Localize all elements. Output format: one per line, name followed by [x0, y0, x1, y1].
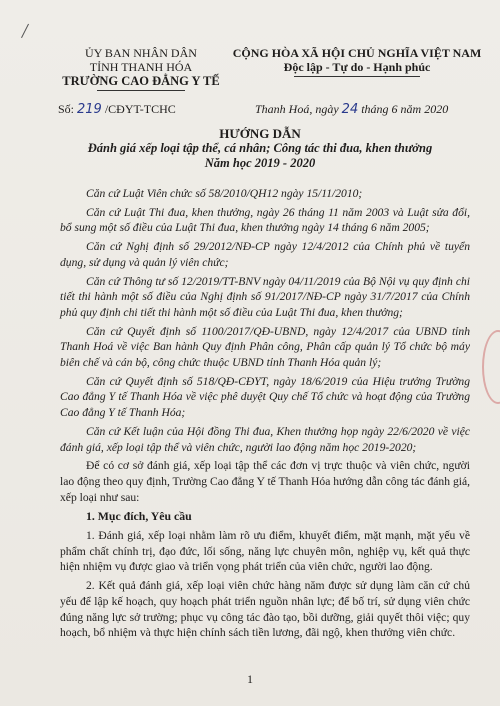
issuer-line-1: ỦY BAN NHÂN DÂN: [85, 46, 197, 60]
page-number: 1: [247, 672, 253, 686]
place-date: [255, 102, 448, 117]
stamp-edge-mark: [482, 330, 500, 404]
place-date-suffix: tháng 6 năm 2020: [358, 102, 449, 116]
title-line-2: Đánh giá xếp loại tập thể, cá nhân; Công tác thi đua, khen thưởng: [87, 141, 433, 155]
document-number: [58, 102, 176, 117]
document-number-handwritten: 219: [77, 102, 102, 117]
national-motto: Độc lập - Tự do - Hạnh phúc: [283, 60, 431, 74]
national-header: [232, 46, 482, 77]
handwritten-corner-mark: /: [20, 17, 30, 44]
issuer-underline: [97, 90, 185, 91]
legal-basis-2: Căn cứ Luật Thi đua, khen thưởng, ngày 26 tháng 11 năm 2003 và Luật sửa đổi, bổ sung một số điều của Luật Thi đua, khen thưởng ngày 14 tháng 6 năm 2005;: [60, 205, 470, 235]
section-1-item-1: 1. Đánh giá, xếp loại nhằm làm rõ ưu điểm, khuyết điểm, mặt mạnh, mặt yếu về phẩm chất chính trị, đạo đức, lối sống, năng lực chuyên môn, nghiệp vụ, kết quả thực hiện nhiệm vụ được giao và triển vọng phát triển của viên chức, người lao động.: [60, 529, 470, 574]
issuer-line-2: TỈNH THANH HÓA: [89, 60, 193, 74]
motto-underline: [294, 76, 420, 77]
document-number-prefix: Số:: [58, 102, 78, 116]
document-title: [60, 126, 460, 171]
legal-basis-6: Căn cứ Quyết định số 518/QĐ-CĐYT, ngày 18/6/2019 của Hiệu trưởng Trường Cao đẳng Y tế Thanh Hóa về việc phê duyệt Quy chế Tổ chức và hoạt động của Trường Cao đẳng Y tế Thanh Hóa;: [60, 374, 470, 420]
national-title: CỘNG HÒA XÃ HỘI CHỦ NGHĨA VIỆT NAM: [232, 46, 482, 60]
place-date-day-handwritten: 24: [341, 102, 359, 117]
legal-basis-1: Căn cứ Luật Viên chức số 58/2010/QH12 ngày 15/11/2010;: [86, 187, 363, 200]
legal-basis-4: Căn cứ Thông tư số 12/2019/TT-BNV ngày 04/11/2019 của Bộ Nội vụ quy định chi tiết thi hành một số điều của Nghị định số 91/2017/NĐ-CP ngày 31/7/2017 của Chính phủ quy định chi tiết thi hành một số điều của Luật Thi đua, khen thưởng;: [60, 274, 470, 319]
document-body: [60, 186, 470, 644]
section-1-item-2: 2. Kết quả đánh giá, xếp loại viên chức hàng năm được sử dụng làm căn cứ chủ yếu để lập kế hoạch, quy hoạch phát triển nguồn nhân lực; để bố trí, sử dụng viên chức đúng năng lực sở trường; phục vụ công tác đào tạo, bồi dưỡng, giải quyết thôi việc; quy hoạch, bổ nhiệm và thực hiện chính sách tiền lương, đãi ngộ, khen thưởng viên chức.: [60, 579, 470, 640]
place-date-prefix: Thanh Hoá, ngày: [255, 102, 342, 116]
legal-basis-5: Căn cứ Quyết định số 1100/2017/QĐ-UBND, ngày 12/4/2017 của UBND tỉnh Thanh Hoá về việc Ban hành Quy định Phân công, Phân cấp quản lý Tổ chức bộ máy biên chế và cán bộ, công chức thuộc UBND tỉnh Thanh Hóa quản lý;: [60, 324, 470, 370]
legal-basis-7: Căn cứ Kết luận của Hội đồng Thi đua, Khen thưởng họp ngày 22/6/2020 về việc đánh giá, xếp loại tập thể và viên chức, người lao động năm học 2019-2020;: [60, 424, 470, 454]
issuer-line-3: TRƯỜNG CAO ĐẲNG Y TẾ: [62, 74, 220, 88]
title-line-1: HƯỚNG DẪN: [219, 126, 301, 141]
title-line-3: Năm học 2019 - 2020: [204, 156, 316, 170]
intro-paragraph: Để có cơ sở đánh giá, xếp loại tập thể các đơn vị trực thuộc và viên chức, người lao động theo quy định, Trường Cao đẳng Y tế Thanh Hóa hướng dẫn công tác đánh giá, xếp loại như sau:: [60, 459, 470, 504]
issuer-header: [56, 46, 226, 91]
legal-basis-3: Căn cứ Nghị định số 29/2012/NĐ-CP ngày 12/4/2012 của Chính phủ về tuyển dụng, sử dụng và quản lý viên chức;: [60, 240, 470, 269]
document-number-suffix: /CĐYT-TCHC: [101, 102, 176, 116]
section-1-heading: 1. Mục đích, Yêu cầu: [86, 509, 192, 524]
